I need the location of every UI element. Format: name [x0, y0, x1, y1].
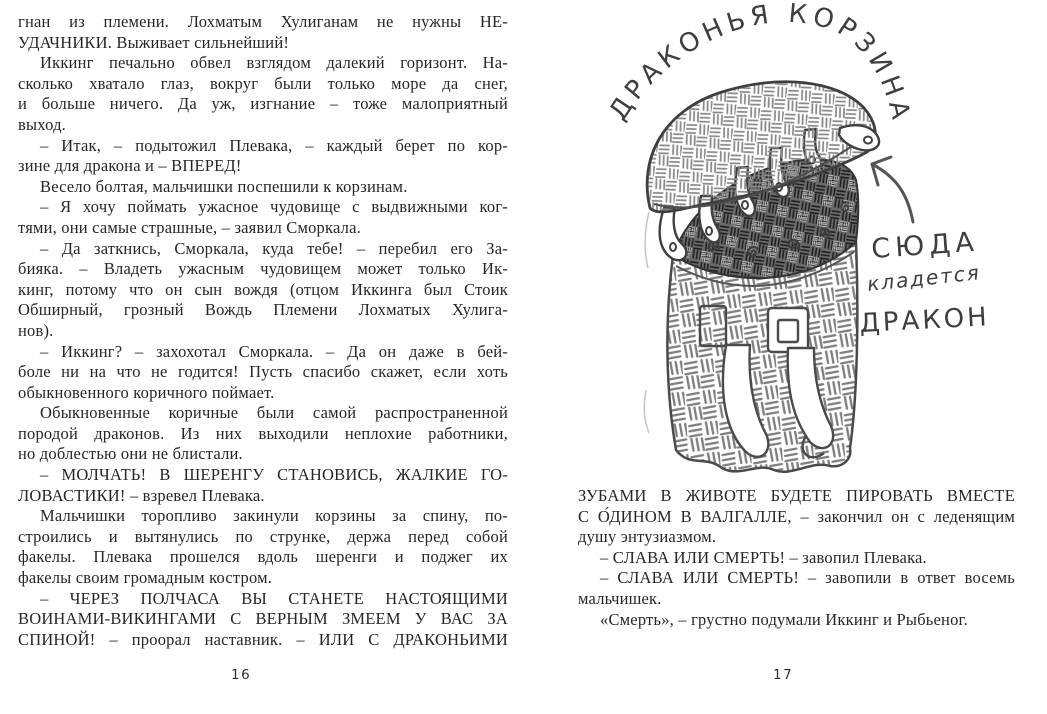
paragraph — [18, 53, 508, 135]
text-line: СПИНОЙ! – проорал наставник. – ИЛИ С ДРАКОНЬИМИ — [18, 629, 508, 649]
text-line: Обыкновенные коричные были самой распространенной — [40, 403, 508, 423]
text-line: выход. — [18, 114, 66, 134]
paragraph — [18, 177, 508, 198]
page-number-right: 17 — [773, 667, 794, 683]
text-line: «Смерть», – грустно подумали Иккинг и Рыбьеног. — [600, 609, 968, 629]
text-line: ВОИНАМИ-ВИКИНГАМИ С ВЕРНЫМ ЗМЕЕМ У ВАС ЗА — [18, 609, 508, 629]
text-line: строились и вытянулись по струнке, держа перед собой — [18, 526, 508, 546]
text-line: сколько хватало глаз, вокруг были только море да снег, — [18, 73, 508, 93]
text-line: УДАЧНИКИ. Выживает сильнейший! — [18, 32, 290, 52]
text-line: – Да заткнись, Сморкала, куда тебе! – перебил его За- — [40, 238, 508, 258]
text-line: факелы своим громадным костром. — [18, 568, 273, 588]
text-line: зине для дракона и – ВПЕРЕД! — [18, 156, 242, 176]
text-line: обыкновенного коричного поймает. — [18, 382, 275, 402]
text-line: кинг, потому что он сын вождя (отцом Иккинга был Стоик — [18, 279, 508, 299]
text-line: но доблестью они не блистали. — [18, 444, 243, 464]
paragraph — [578, 548, 1015, 569]
text-line: боле ни на что не годится! Пусть спасибо скажет, если хоть — [18, 362, 508, 382]
paragraph — [18, 589, 508, 651]
text-line: нов). — [18, 320, 54, 340]
text-line: Иккинг печально обвел взглядом далекий горизонт. На- — [40, 53, 508, 73]
left-page-text — [18, 12, 508, 650]
illustration-arc-title: ДРАКОНЬЯ КОРЗИНА — [603, 0, 917, 127]
side-note-line-3: ДРАКОН — [858, 302, 991, 339]
text-line: и больше ничего. Да уж, изгнание – тоже малоприятный — [18, 94, 508, 114]
text-line: мальчишек. — [578, 588, 662, 608]
page-number-left: 16 — [231, 667, 252, 683]
text-line: Мальчишки торопливо закинули корзины за спину, по- — [40, 506, 508, 526]
text-line: тями, они самые страшные, – заявил Сморкала. — [18, 217, 361, 237]
text-line: факелы. Плевака прошелся вдоль шеренги и поджег их — [18, 547, 508, 567]
paragraph — [18, 136, 508, 177]
arrow-icon — [872, 157, 913, 222]
text-line: ЛОВАСТИКИ! – взревел Плевака. — [18, 485, 265, 505]
text-line: ЗУБАМИ В ЖИВОТЕ БУДЕТЕ ПИРОВАТЬ ВМЕСТЕ — [578, 486, 1015, 505]
pencil-stroke — [644, 390, 649, 433]
text-line: Весело болтая, мальчишки поспешили к корзинам. — [40, 176, 408, 196]
pencil-stroke — [645, 212, 649, 268]
text-line: бияка. – Владеть ужасным чудовищем может только Ик- — [18, 259, 508, 279]
text-line: породой драконов. Из них выходили неплохие работники, — [18, 423, 508, 443]
text-line: – Иккинг? – захохотал Сморкала. – Да он даже в бей- — [40, 341, 508, 361]
paragraph — [18, 197, 508, 238]
paragraph — [578, 568, 1015, 609]
right-page-text — [578, 486, 1015, 630]
paragraph — [18, 403, 508, 465]
text-line: – МОЛЧАТЬ! В ШЕРЕНГУ СТАНОВИСЬ, ЖАЛКИЕ ГО- — [40, 465, 508, 485]
text-line: – СЛАВА ИЛИ СМЕРТЬ! – завопил Плевака. — [600, 547, 927, 567]
paragraph — [578, 486, 1015, 548]
side-note-line-2: кладется — [866, 260, 982, 296]
text-line: – Итак, – подытожил Плевака, – каждый берет по кор- — [40, 135, 508, 155]
paragraph — [578, 610, 1015, 631]
paragraph — [18, 506, 508, 588]
buckle-plate — [768, 308, 808, 352]
paragraph — [18, 465, 508, 506]
text-line: – Я хочу поймать ужасное чудовище с выдвижными ког- — [40, 197, 508, 217]
text-line: – СЛАВА ИЛИ СМЕРТЬ! – завопили в ответ восемь — [600, 568, 1015, 588]
paragraph — [18, 12, 508, 53]
dragon-basket-illustration — [585, 0, 1047, 490]
text-line: гнан из племени. Лохматым Хулиганам не нужны НЕ- — [18, 12, 508, 31]
text-line: Обширный, грозный Вождь Племени Лохматых Хулига- — [18, 300, 508, 320]
side-note-line-1: СЮДА — [870, 226, 980, 265]
text-line: С О́ДИНОМ В ВАЛГАЛЛЕ, – закончил он с леденящим — [578, 506, 1015, 526]
paragraph — [18, 342, 508, 404]
text-line: душу энтузиазмом. — [578, 527, 717, 547]
paragraph — [18, 239, 508, 342]
text-line: – ЧЕРЕЗ ПОЛЧАСА ВЫ СТАНЕТЕ НАСТОЯЩИМИ — [40, 588, 508, 608]
